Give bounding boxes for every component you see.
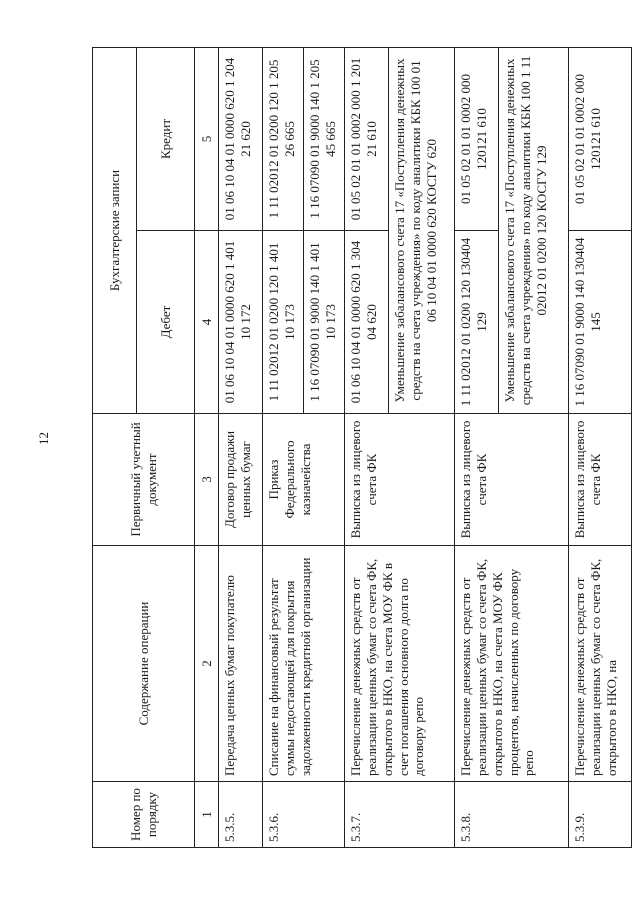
column-number: 4 [195,231,219,414]
header-entries: Бухгалтерские записи [93,47,137,413]
column-number: 3 [195,414,219,546]
credit-entry: 01 06 10 04 01 0000 620 1 204 21 620 [219,47,263,230]
credit-entry: 1 11 02012 01 0200 120 1 205 26 665 [263,47,304,230]
header-document: Первичный учетный документ [93,414,195,546]
off-balance-note: Уменьшение забалансового счета 17 «Поступления денежных средств на счета учреждения» по коду аналитики КБК 100 01 06 10 04 01 0000 620 КОСГУ 620 [389,47,455,413]
column-number: 1 [195,782,219,848]
debit-entry: 1 16 07090 01 9000 140 130404 145 [569,231,632,414]
debit-entry: 01 06 10 04 01 0000 620 1 304 04 620 [345,231,389,414]
accounting-table-sheet [92,48,632,848]
header-content: Содержание операции [93,546,195,782]
column-number: 5 [195,47,219,230]
row-number: 5.3.7. [345,782,455,848]
header-credit: Кредит [137,47,195,230]
column-number: 2 [195,546,219,782]
table-row [569,47,632,847]
table-row [345,47,389,847]
header-debit: Дебет [137,231,195,414]
operation-content: Перечисление денежных средств от реализации ценных бумаг со счета ФК, открытого в НКО, на [569,546,632,782]
credit-entry: 01 05 02 01 01 0002 000 1 201 21 610 [345,47,389,230]
header-number: Номер по порядку [93,782,195,848]
table-row [219,47,263,847]
debit-entry: 01 06 10 04 01 0000 620 1 401 10 172 [219,231,263,414]
debit-entry: 1 11 02012 01 0200 120 1 401 10 173 [263,231,304,414]
primary-document: Выписка из лицевого счета ФК [455,414,569,546]
debit-entry: 1 11 02012 01 0200 120 130404 129 [455,231,499,414]
table-row [455,47,499,847]
credit-entry: 01 05 02 01 01 0002 000 120121 610 [569,47,632,230]
table-row [263,47,304,847]
credit-entry: 1 16 07090 01 9000 140 1 205 45 665 [304,47,345,230]
row-number: 5.3.6. [263,782,345,848]
operation-content: Передача ценных бумаг покупателю [219,546,263,782]
primary-document: Выписка из лицевого счета ФК [569,414,632,546]
off-balance-note: Уменьшение забалансового счета 17 «Поступления денежных средств на счета учреждения» по коду аналитики КБК 100 1 11 02012 01 0200 120 КОСГУ 129 [499,47,569,413]
operation-content: Перечисление денежных средств от реализации ценных бумаг со счета ФК, открытого в НКО, на счета МОУ ФК процентов, начисленных по договору репо [455,546,569,782]
operation-content: Списание на финансовый результат суммы недостающей для покрытия задолженности кредитной организации [263,546,345,782]
credit-entry: 01 05 02 01 01 0002 000 120121 610 [455,47,499,230]
debit-entry: 1 16 07090 01 9000 140 1 401 10 173 [304,231,345,414]
row-number: 5.3.5. [219,782,263,848]
page-number: 12 [36,432,51,445]
column-number-row [195,47,219,847]
primary-document: Договор продажи ценных бумаг [219,414,263,546]
primary-document: Выписка из лицевого счета ФК [345,414,455,546]
primary-document: Приказ Федерального казначейства [263,414,345,546]
operation-content: Перечисление денежных средств от реализации ценных бумаг со счета ФК, открытого в НКО, на счета МОУ ФК в счет погашения основного долга по договору репо [345,546,455,782]
accounting-entries-table [92,47,632,848]
row-number: 5.3.9. [569,782,632,848]
row-number: 5.3.8. [455,782,569,848]
